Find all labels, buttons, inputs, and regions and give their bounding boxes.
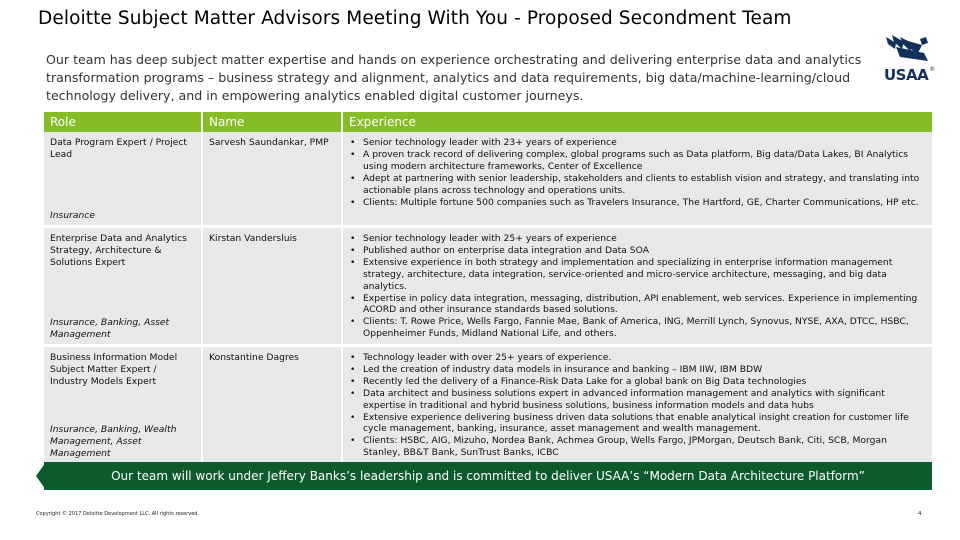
header-experience: Experience	[342, 112, 932, 132]
table-row	[44, 346, 932, 465]
name-cell: Sarvesh Saundankar, PMP	[202, 132, 342, 227]
banner-text: Our team will work under Jeffery Banks’s leadership and is committed to deliver USAA’s “Modern Data Architecture Platform”	[111, 469, 865, 483]
experience-item: • Published author on enterprise data integration and Data SOA	[349, 245, 926, 257]
name-cell: Konstantine Dagres	[202, 346, 342, 465]
experience-item: • Extensive experience delivering business driven data solutions that enable analytical insight creation for customer life cycle management, banking, insurance, asset management and wealth management.	[349, 412, 926, 436]
role-title: Data Program Expert / Project Lead	[50, 137, 188, 160]
table-header-row	[44, 112, 932, 132]
experience-item: • Clients: T. Rowe Price, Wells Fargo, Fannie Mae, Bank of America, ING, Merrill Lynch, Synovus, NYSE, AXA, DTCC, HSBC, Oppenheimer Funds, Midland National Life, and others.	[349, 316, 926, 340]
table-row	[44, 227, 932, 346]
role-title: Business Information Model Subject Matter Expert / Industry Models Expert	[50, 352, 178, 387]
role-industry: Insurance	[50, 210, 96, 222]
role-title: Enterprise Data and Analytics Strategy, Architecture & Solutions Expert	[50, 233, 187, 268]
header-name: Name	[202, 112, 342, 132]
experience-item: • Technology leader with over 25+ years of experience.	[349, 352, 926, 364]
logo-registered-mark: ®	[929, 66, 935, 73]
role-industry: Insurance, Banking, Asset Management	[50, 317, 170, 341]
experience-cell	[342, 227, 932, 346]
experience-item: • Data architect and business solutions expert in advanced information management and analytics with significant expertise in traditional and hybrid business solutions, business information models and data hubs	[349, 388, 926, 412]
experience-item: • Expertise in policy data integration, messaging, distribution, API enablement, web services. Experience in implementing ACORD and other insurance standards based solutions.	[349, 293, 926, 317]
role-industry: Insurance, Banking, Wealth Management, Asset Management	[50, 424, 177, 460]
experience-item: • A proven track record of delivering complex, global programs such as Data platform, Big data/Data Lakes, BI Analytics using modern architecture frameworks, Center of Excellence	[349, 149, 926, 173]
commitment-banner	[44, 462, 932, 490]
role-cell	[44, 227, 202, 346]
role-cell	[44, 132, 202, 227]
experience-item: • Senior technology leader with 25+ years of experience	[349, 233, 926, 245]
logo-text: USAA	[884, 66, 929, 84]
experience-item: • Extensive experience in both strategy and implementation and specializing in enterprise information management strategy, architecture, data integration, service-oriented and micro-service architecture, messaging, and big data analytics.	[349, 257, 926, 293]
copyright-footer: Copyright © 2017 Deloitte Development LLC. All rights reserved.	[36, 511, 200, 517]
header-role: Role	[44, 112, 202, 132]
experience-item: • Recently led the delivery of a Finance-Risk Data Lake for a global bank on Big Data technologies	[349, 376, 926, 388]
experience-cell	[342, 132, 932, 227]
table-row	[44, 132, 932, 227]
experience-item: • Adept at partnering with senior leadership, stakeholders and clients to establish vision and strategy, and translating into actionable plans across technology and operations units.	[349, 173, 926, 197]
usaa-logo	[884, 66, 935, 84]
experience-item: • Led the creation of industry data models in insurance and banking – IBM IIW, IBM BDW	[349, 364, 926, 376]
experience-item: • Clients: Multiple fortune 500 companies such as Travelers Insurance, The Hartford, GE, Charter Communications, HP etc.	[349, 197, 926, 209]
experience-item: • Clients: HSBC, AIG, Mizuho, Nordea Bank, Achmea Group, Wells Fargo, JPMorgan, Deutsch Bank, Citi, SCB, Morgan Stanley, BB&T Bank, SunTrust Banks, ICBC	[349, 435, 926, 459]
experience-cell	[342, 346, 932, 465]
intro-paragraph: Our team has deep subject matter expertise and hands on experience orchestrating and delivering enterprise data and analytics transformation programs – business strategy and alignment, analytics and data requirements, big data/machine-learning/cloud technology delivery, and in empowering analytics enabled digital customer journeys.	[46, 52, 862, 103]
name-cell: Kirstan Vandersluis	[202, 227, 342, 346]
experience-item: • Senior technology leader with 23+ years of experience	[349, 137, 926, 149]
team-table	[44, 112, 932, 466]
slide-title: Deloitte Subject Matter Advisors Meeting With You - Proposed Secondment Team	[38, 8, 792, 29]
page-number: 4	[918, 511, 922, 517]
role-cell	[44, 346, 202, 465]
